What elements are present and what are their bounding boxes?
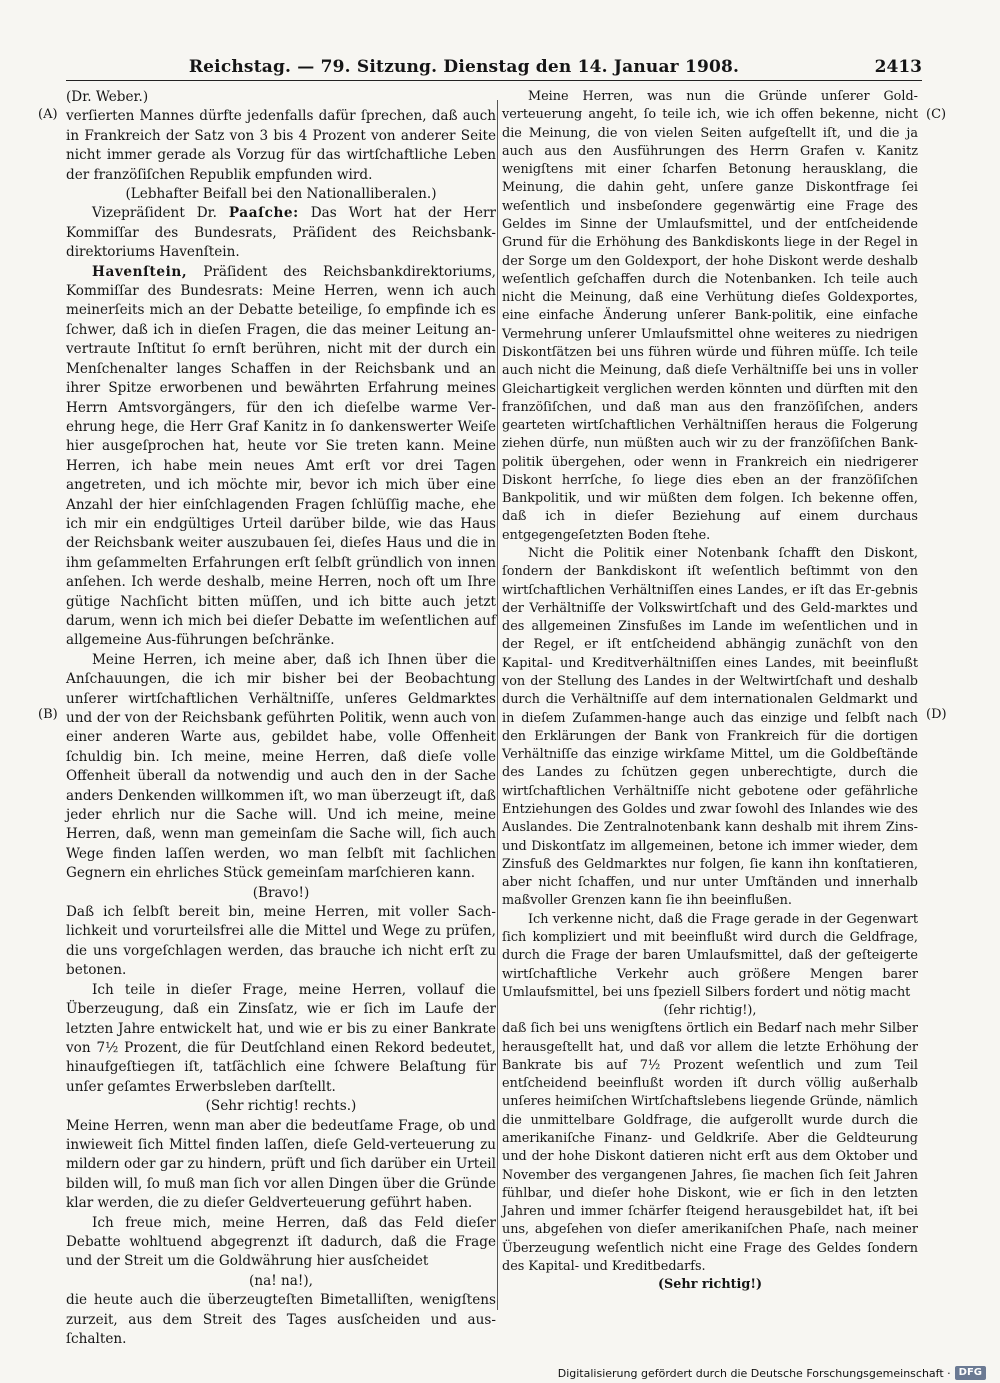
margin-marker-b: (B): [38, 707, 58, 722]
paragraph: Meine Herren, was nun die Gründe unſerer Gold-verteuerung angeht, ſo teile ich, wie ich offen bekenne, nicht die Meinung, die von vielen Seiten aufgeſtellt iſt, und die ja auch aus den Ausführungen des Herrn Grafen v. Kanitz wenigſtens mit einer ſcharfen Betonung herausklang, die Meinung, die dahin geht, unſere ganze Diskontfrage ſei weſentlich und insbeſondere gegenwärtig eine Frage des Geldes im Sinne der Umlaufsmittel, und der entſcheidende Grund für die Erhöhung des Bankdiskonts liege in der Regel in der Sorge um den Goldexport, der hohe Diskont werde deshalb weſentlich geſchaffen durch die Notenbanken. Ich teile auch nicht die Meinung, daß eine Verhütung dieſes Goldexportes, eine einfache Änderung unſerer Bank-politik, eine einfache Vermehrung unſerer Umlaufsmittel ohne weiteres zu niedrigen Diskontſätzen bei uns führen würde und führen müſſe. Ich teile auch nicht die Meinung, daß dieſe Verhältniſſe bei uns in voller Gleichartigkeit verglichen werden könnten und dürften mit den franzöſiſchen, und daß man aus den franzöſiſchen, anders gearteten wirtſchaftlichen Verhältniſſen heraus die Folgerung ziehen dürfe, nun müßten auch wir zu der franzöſiſchen Bank-politik übergehen, oder wenn in Frankreich ein niedrigerer Diskont herrſche, ſo liege dies eben an der franzöſiſchen Bankpolitik, und wir müßten dem folgen. Ich bekenne offen, daß ich in dieſer Beziehung auf einem durchaus entgegengeſetzten Boden ſtehe.: [502, 89, 918, 543]
paragraph: Daß ich ſelbſt bereit bin, meine Herren, mit voller Sach-lichkeit und vorurteilsfrei alle die Mittel und Wege zu prüfen, die uns vorgeſchlagen werden, das brauche ich nicht erſt zu betonen.: [66, 904, 496, 979]
paragraph: Meine Herren, wenn man aber die bedeutſame Frage, ob und inwieweit ſich Mittel finden laſſen, dieſe Geld-verteuerung zu mildern oder gar zu hindern, prüft und ſich darüber ein Urteil bilden will, ſo muß man ſich vor allen Dingen über die Gründe klar werden, die zu dieſer Geldverteuerung geführt haben.: [66, 1117, 496, 1212]
speaker-name: Havenſtein,: [92, 263, 188, 280]
footer-credit: [558, 1366, 986, 1380]
paragraph: [66, 204, 496, 262]
speaker-continuation: (Dr. Weber.): [66, 89, 149, 105]
paragraph: daß ſich bei uns wenigſtens örtlich ein Bedarf nach mehr Silber herausgeſtellt hat, und daß vor allem die letzte Erhöhung der Bankrate bis auf 7½ Prozent weſentlich und zum Teil entſcheidend beeinflußt worden iſt durch völlig außerhalb unſeres heimiſchen Wirtſchaftslebens liegende Gründe, nämlich die unmittelbare Goldfrage, die aufgerollt wurde durch die amerikaniſche Finanz- und Geldkriſe. Aber die Geldteurung und der hohe Diskont datieren nicht erſt aus dem Oktober und November des vergangenen Jahres, ſie machen ſich ſeit Jahren fühlbar, und dieſer hohe Diskont, wie er ſich in den letzten Jahren und immer ſchärfer ſteigend herausgebildet hat, iſt bei uns, abgeſehen von dieſer amerikaniſchen Phaſe, nach meiner Überzeugung weſentlich nicht eine Frage des Geldes ſondern des Kapital- und Kreditbedarfs.: [502, 1021, 919, 1274]
margin-marker-d: (D): [926, 707, 947, 722]
reaction: (Bravo!): [252, 884, 310, 901]
column-divider: [497, 100, 498, 1310]
left-column: [66, 88, 496, 1349]
paragraph-text: Präſident des Reichsbankdirektoriums, Kommiſſar des Bundesrats: Meine Herren, wenn ich auch meinerſeits mich an der Debatte beteilige, ſo empfinde ich es ſchwer, daß ich in dieſen Fragen, die das meiner Leitung an-vertraute Inſtitut ſo ernſt berühren, nicht mit der durch ein Menſchenalter langes Schaffen in der Reichsbank und an ihrer Spitze erworbenen und bewährten Erfahrung meines Herrn Amtsvorgängers, für den ich dieſelbe warme Ver-ehrung hege, die Herr Graf Kanitz in ſo dankenswerter Weiſe hier ausgeſprochen hat, heute vor Sie treten kann. Meine Herren, ich habe mein neues Amt erſt vor drei Tagen angetreten, und ich möchte mir, bevor ich mich über eine Anzahl der hier einſchlagenden Fragen ſchlüſſig mache, ehe ich mir ein endgültiges Urteil darüber bilde, wie das Haus der Reichsbank weiter auszubauen ſei, dieſes Haus und die in ihm geſammelten Erfahrungen erſt ſelbſt gründlich von innen anſehen. Ich werde deshalb, meine Herren, noch oft um Ihre gütige Nachſicht bitten müſſen, und ich bitte auch jetzt darum, wenn ich mich bei dieſer Debatte im weſentlichen auf allgemeine Aus-führungen beſchränke.: [66, 263, 496, 649]
running-head: Reichstag. — 79. Sitzung. Dienstag den 14. Januar 1908.: [188, 57, 740, 77]
paragraph: Meine Herren, ich meine aber, daß ich Ihnen über die Anſchauungen, die ich mir bisher bei der Beobachtung unſerer wirtſchaftlichen Verhältniſſe, unſeres Geldmarktes und der von der Reichsbank geführten Politik, wenn auch von einer anderen Warte aus, gebildet habe, volle Offenheit ſchuldig bin. Ich meine, meine Herren, daß dieſe volle Offenheit überall da notwendig und auch den in der Sache anders Denkenden willkommen iſt, wo man überzeugt iſt, daß jeder ehrlich nur die Sache will. Und ich meine, meine Herren, daß, wenn man gemeinſam die Sache will, ſich auch Wege finden laſſen werden, wo man ſelbſt mit ſachlichen Gegnern ein ehrliches Stück gemeinſam marſchieren kann.: [66, 651, 496, 882]
reaction: (na! na!),: [249, 1272, 313, 1289]
page-number: 2413: [874, 57, 922, 77]
reaction: (Sehr richtig! rechts.): [205, 1098, 357, 1115]
header-rule: [66, 80, 922, 81]
right-column: [502, 88, 918, 1295]
footer-text: Digitalisierung gefördert durch die Deutsche Forschungsgemeinschaft ·: [557, 1366, 951, 1380]
paragraph: Ich teile in dieſer Frage, meine Herren, vollauf die Überzeugung, daß ein Zinsſatz, wie er ſich im Laufe der letzten Jahre entwickelt hat, und wie er bis zu einer Bankrate von 7½ Prozent, die für Deutſchland einen Rekord bedeutet, hinaufgeſtiegen iſt, tatſächlich eine ſchwere Belaſtung für unſer geſamtes Erwerbsleben darſtellt.: [66, 981, 496, 1095]
paragraph-text: Das Wort hat der Herr Kommiſſar des Bundesrats, Präſident des Reichsbank-direktoriums Havenſtein.: [66, 205, 497, 261]
paragraph: die heute auch die überzeugteſten Bimetalliſten, wenigſtens zurzeit, aus dem Streit des Tages ausſcheiden und aus-ſchalten.: [66, 1292, 496, 1347]
paragraph: Ich verkenne nicht, daß die Frage gerade in der Gegenwart ſich kompliziert und mit beeinflußt wird durch die Geldfrage, durch die Frage der baren Umlaufsmittel, daß der geſteigerte wirtſchaftliche Verkehr auch größere Mengen barer Umlaufsmittel, bei uns ſpeziell Silbers fordert und nötig macht: [502, 911, 918, 1000]
dfg-logo-icon: DFG: [955, 1366, 986, 1380]
margin-marker-c: (C): [926, 107, 947, 122]
paragraph: [66, 263, 496, 651]
paragraph: Ich freue mich, meine Herren, daß das Feld dieſer Debatte wohltuend abgegrenzt iſt dadurch, daß die Frage und der Streit um die Goldwährung hier ausſcheidet: [66, 1214, 496, 1270]
reaction: (ſehr richtig!),: [663, 1003, 757, 1019]
reaction: (Sehr richtig!): [657, 1277, 763, 1293]
speaker-name: Paaſche:: [228, 205, 299, 222]
speaker-title: Vizepräſident Dr.: [92, 205, 217, 222]
paragraph: Nicht die Politik einer Notenbank ſchafft den Diskont, ſondern der Bankdiskont iſt weſentlich beſtimmt von den wirtſchaftlichen Verhältniſſen eines Landes, er iſt das Er-gebnis der Verhältniſſe der Volkswirtſchaft und des Geld-marktes und des allgemeinen Zinsfußes im Lande im weſentlichen und in der Regel, er iſt entſcheidend abhängig zunächſt von den Kapital- und Kreditverhältniſſen eines Landes, mit beeinflußt von der Stellung des Landes in der Weltwirtſchaft und deshalb durch die Verhältniſſe auf dem internationalen Geldmarkt und in dieſem Zuſammen-hange auch das einzige und ſelbſt nach den Erklärungen der Bank von Frankreich für die dortigen Verhältniſſe das einzige wirkſame Mittel, um die Goldbeſtände des Landes zu ſchützen gegen unberechtigte, durch die wirtſchaftlichen Verhältniſſe nicht gebotene oder gefährliche Entziehungen des Goldes und zwar ſowohl des Inlandes wie des Auslandes. Die Zentralnotenbank kann deshalb mit ihrem Zins- und Diskontſatz im allgemeinen, betone ich immer wieder, dem Zinsfuß des Geldmarktes nur folgen, ſie kann ihn konſtatieren, aber nicht ſchaffen, und nur unter Umſtänden und innerhalb maßvoller Grenzen kann ſie ihn beeinflußen.: [502, 546, 918, 909]
paragraph: verſierten Mannes dürfte jedenfalls dafür ſprechen, daß auch in Frankreich der Satz von 3 bis 4 Prozent von anderer Seite nicht immer gerade als Vorzug für das wirtſchaftliche Leben der franzöſiſchen Republik empfunden wird.: [66, 108, 496, 183]
margin-marker-a: (A): [38, 107, 58, 122]
reaction: (Lebhafter Beifall bei den Nationalliberalen.): [125, 186, 437, 203]
